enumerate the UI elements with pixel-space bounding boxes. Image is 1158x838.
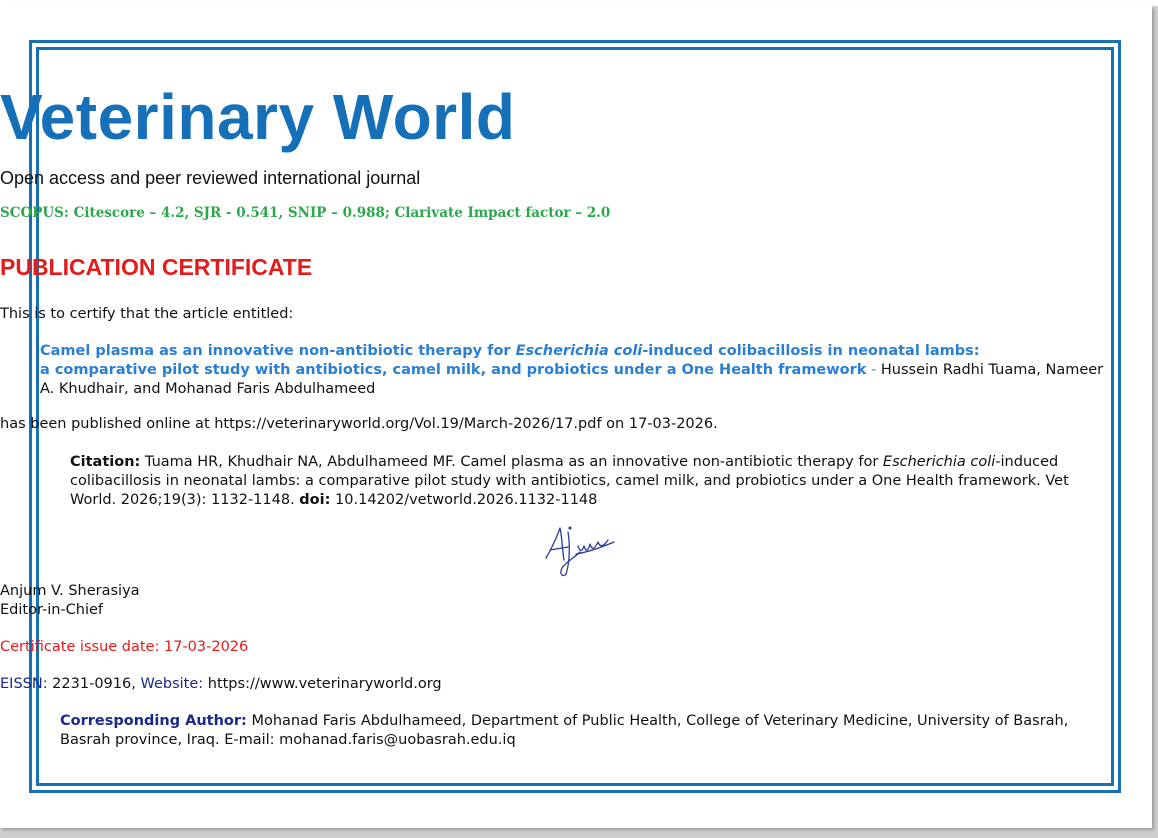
- citation-label: Citation:: [70, 454, 141, 470]
- authors-separator: -: [866, 362, 881, 378]
- article-authors: Hussein Radhi Tuama, Nameer A. Khudhair, and Mohanad Faris Abdulhameed: [40, 362, 1104, 397]
- certificate-heading: PUBLICATION CERTIFICATE: [0, 254, 313, 280]
- doi-value: 10.14202/vetworld.2026.1132-1148: [330, 492, 598, 508]
- article-title-part2: -induced colibacillosis in neonatal lambs:: [642, 343, 980, 359]
- citation-text-part1: Tuama HR, Khudhair NA, Abdulhameed MF. Camel plasma as an innovative non-antibiotic therapy for: [140, 454, 883, 470]
- corresponding-label: Corresponding Author:: [60, 713, 247, 729]
- eissn-label: EISSN:: [0, 676, 48, 692]
- corresponding-author: [60, 712, 1092, 750]
- article-entry: [40, 342, 1112, 399]
- eissn-value: 2231-0916,: [47, 676, 141, 692]
- eissn-line: [0, 676, 1152, 692]
- website-link[interactable]: https://www.veterinaryworld.org: [203, 676, 442, 692]
- editor-signature: [536, 522, 620, 582]
- citation-text-part2: -induced colibacillosis in neonatal lambs: a comparative pilot study with antibiotics, camel milk, and probiotics under a One Health framework. Vet World. 2026;19(3): 1132-1148.: [70, 454, 1069, 508]
- citation-text-italic: Escherichia coli: [882, 454, 996, 470]
- journal-metrics: SCOPUS: Citescore – 4.2, SJR - 0.541, SNIP – 0.988; Clarivate Impact factor – 2.0: [0, 205, 611, 221]
- signatory-name: Anjum V. Sherasiya: [0, 583, 140, 599]
- article-title-part3: a comparative pilot study with antibiotics, camel milk, and probiotics under a One Health framework: [40, 362, 867, 378]
- certificate-issue-date: Certificate issue date: 17-03-2026: [0, 639, 249, 655]
- journal-tagline: Open access and peer reviewed international journal: [0, 168, 421, 188]
- doi-label: doi:: [299, 492, 331, 508]
- article-title-italic: Escherichia coli: [515, 343, 643, 359]
- published-statement: has been published online at https://veterinaryworld.org/Vol.19/March-2026/17.pdf on 17-03-2026.: [0, 416, 718, 432]
- signatory-role: Editor-in-Chief: [0, 602, 104, 618]
- article-title-part1: Camel plasma as an innovative non-antibiotic therapy for: [40, 343, 516, 359]
- article-title: [40, 343, 980, 378]
- certificate-page: [0, 6, 1152, 828]
- citation-block: [70, 453, 1082, 510]
- website-label: Website:: [140, 676, 204, 692]
- corresponding-text: Mohanad Faris Abdulhameed, Department of Public Health, College of Veterinary Medicine, University of Basrah, Basrah province, Iraq. E-mail: mohanad.faris@uobasrah.edu.iq: [60, 713, 1069, 748]
- journal-title: Veterinary World: [0, 81, 516, 153]
- certify-intro: This is to certify that the article entitled:: [0, 306, 294, 322]
